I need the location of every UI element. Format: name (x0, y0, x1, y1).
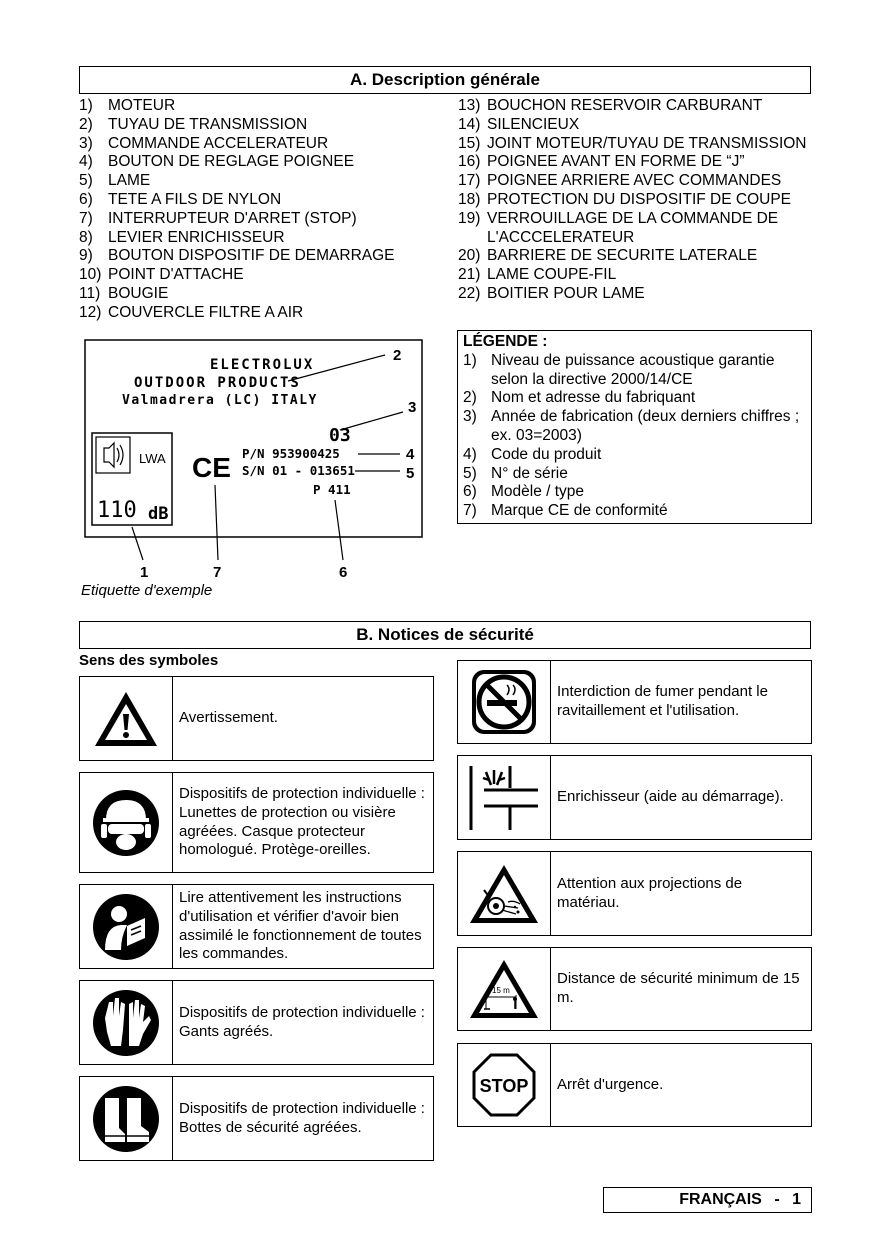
symbol-icon-cell (80, 677, 173, 760)
list-item-text: VERROUILLAGE DE LA COMMANDE DE L'ACCCELERATEUR (487, 209, 779, 246)
list-item-number: 15) (458, 134, 481, 152)
list-item (463, 483, 806, 502)
list-item-number: 17) (458, 172, 481, 190)
list-item-number: 8) (79, 228, 93, 246)
label-year: 03 (329, 425, 351, 446)
flying-debris-icon (468, 862, 540, 926)
footer-page-number: 1 (792, 1191, 801, 1208)
callout-1: 1 (140, 564, 149, 580)
list-item (463, 352, 806, 390)
list-item-text: Code du produit (491, 445, 602, 463)
list-item (463, 446, 806, 465)
symbol-icon-cell (80, 773, 173, 872)
list-item-text: LAME COUPE-FIL (487, 266, 617, 284)
ce-mark: CE (192, 452, 231, 483)
list-item-number: 22) (458, 284, 481, 302)
label-pn: P/N 953900425 (242, 446, 340, 461)
list-item (79, 210, 449, 229)
symbol-row-stop (457, 1043, 812, 1127)
symbols-subheading: Sens des symboles (79, 652, 219, 669)
footer-separator: - (774, 1191, 780, 1208)
list-item (79, 153, 449, 172)
list-item-number: 4) (79, 153, 93, 171)
list-item-text: BOUTON DISPOSITIF DE DEMARRAGE (108, 247, 395, 265)
list-item (79, 304, 449, 323)
symbol-icon-cell (458, 1044, 551, 1126)
list-item-number: 16) (458, 153, 481, 171)
list-item-text: BOUCHON RESERVOIR CARBURANT (487, 97, 763, 114)
list-item-number: 14) (458, 115, 481, 133)
list-item-number: 13) (458, 97, 481, 114)
symbol-icon-cell (80, 1077, 173, 1160)
list-item (458, 172, 813, 191)
list-item-number: 7) (79, 209, 93, 227)
section-a-title: A. Description générale (350, 70, 540, 89)
list-item-text: POIGNEE ARRIERE AVEC COMMANDES (487, 172, 782, 190)
list-item-text: COMMANDE ACCELERATEUR (108, 134, 329, 152)
sample-label-figure (80, 335, 440, 580)
callout-6: 6 (339, 564, 348, 580)
list-item (79, 229, 449, 248)
list-item-number: 21) (458, 266, 481, 284)
list-item-text: PROTECTION DU DISPOSITIF DE COUPE (487, 190, 791, 208)
list-item-number: 20) (458, 247, 481, 265)
list-item-number: 3) (463, 408, 477, 426)
db-value: 110 (97, 498, 137, 523)
symbol-row-choke (457, 755, 812, 840)
list-item-number: 12) (79, 303, 102, 321)
helmet-goggles-icon (91, 788, 161, 858)
stop-icon-label: STOP (479, 1076, 529, 1096)
list-item-number: 5) (463, 464, 477, 482)
safety-distance-icon (468, 957, 540, 1021)
footer-language: FRANÇAIS (679, 1191, 762, 1208)
callout-4: 4 (406, 446, 415, 463)
list-item-text: COUVERCLE FILTRE A AIR (108, 303, 304, 321)
distance-icon-label: 15 m (492, 986, 510, 995)
label-line3: Valmadrera (LC) ITALY (122, 393, 318, 408)
legend-box (457, 330, 812, 524)
list-item-text: Niveau de puissance acoustique garantie selon la directive 2000/14/CE (491, 351, 775, 388)
legend-title: LÉGENDE : (463, 333, 548, 350)
gloves-icon (91, 988, 161, 1058)
symbol-icon-cell (80, 981, 173, 1064)
symbol-icon-cell (458, 948, 551, 1030)
callout-7: 7 (213, 564, 222, 580)
callout-3: 3 (408, 399, 417, 416)
symbol-row-warning (79, 676, 434, 761)
db-unit: dB (148, 504, 169, 524)
list-item (458, 247, 813, 266)
list-item-text: INTERRUPTEUR D'ARRET (STOP) (108, 209, 357, 227)
list-item-text: BOITIER POUR LAME (487, 284, 645, 302)
list-item-number: 3) (79, 134, 93, 152)
list-item-number: 10) (79, 266, 102, 284)
list-item-text: Nom et adresse du fabriquant (491, 389, 696, 407)
no-smoking-icon (469, 667, 539, 737)
section-b-header (79, 621, 811, 649)
sample-label-caption: Etiquette d'exemple (81, 582, 213, 599)
list-item (79, 135, 449, 154)
list-item (79, 116, 449, 135)
symbol-row-helmet (79, 772, 434, 873)
list-item-text: POIGNEE AVANT EN FORME DE “J” (487, 153, 745, 171)
list-item-number: 4) (463, 445, 477, 463)
symbol-row-manual (79, 884, 434, 969)
symbol-icon-cell (80, 885, 173, 968)
lwa-label: LWA (139, 451, 166, 466)
list-item-text: BOUGIE (108, 284, 169, 302)
list-item (458, 153, 813, 172)
symbol-text: Avertissement. (179, 709, 278, 727)
list-item-number: 2) (463, 389, 477, 407)
list-item-text: Marque CE de conformité (491, 502, 668, 520)
warning-triangle-icon (91, 688, 161, 750)
list-item (458, 191, 813, 210)
list-item (79, 285, 449, 304)
list-item-text: TETE A FILS DE NYLON (108, 190, 282, 208)
list-item (463, 502, 806, 521)
list-item-number: 7) (463, 502, 477, 520)
list-item (458, 210, 813, 248)
symbol-text: Interdiction de fumer pendant le ravitaillement et l'utilisation. (557, 683, 768, 719)
label-line1: ELECTROLUX (210, 357, 315, 373)
list-item-number: 2) (79, 115, 93, 133)
list-item-text: N° de série (491, 464, 568, 482)
list-item-number: 1) (463, 351, 477, 369)
symbol-text: Dispositifs de protection individuelle : Gants agréés. (179, 1003, 425, 1040)
list-item (463, 408, 806, 446)
list-item-number: 6) (79, 190, 93, 208)
symbol-row-gloves (79, 980, 434, 1065)
callout-2: 2 (393, 347, 402, 364)
stop-sign-icon (471, 1052, 537, 1118)
symbol-text: Lire attentivement les instructions d'utilisation et vérifier d'avoir bien assimilé le fonctionnement de toutes les commandes. (179, 889, 422, 963)
callout-5: 5 (406, 465, 415, 482)
list-item-text: BARRIERE DE SECURITE LATERALE (487, 247, 758, 265)
list-item (79, 191, 449, 210)
symbol-text: Arrêt d'urgence. (557, 1075, 664, 1093)
symbol-text: Dispositifs de protection individuelle : Lunettes de protection ou visière agréées. Casque protecteur homologué. Protège-oreilles. (179, 785, 425, 859)
list-item-text: Année de fabrication (deux derniers chiffres ; ex. 03=2003) (491, 408, 800, 444)
label-line2: OUTDOOR PRODUCTS (134, 375, 301, 391)
section-b-title: B. Notices de sécurité (356, 625, 534, 644)
list-item-number: 11) (79, 284, 101, 302)
list-item (79, 97, 449, 116)
list-item (458, 285, 813, 304)
list-item (458, 135, 813, 154)
symbol-row-no-smoking (457, 660, 812, 744)
page-footer (603, 1187, 812, 1213)
symbol-row-distance (457, 947, 812, 1031)
list-item-text: Modèle / type (491, 483, 585, 501)
list-item-text: LAME (108, 172, 151, 190)
list-item-text: SILENCIEUX (487, 115, 580, 133)
list-item-number: 9) (79, 247, 93, 265)
symbol-icon-cell (458, 756, 551, 839)
list-item (463, 389, 806, 408)
list-item-number: 1) (79, 97, 93, 114)
symbol-text: Dispositifs de protection individuelle : Bottes de sécurité agréées. (179, 1099, 425, 1136)
list-item-text: TUYAU DE TRANSMISSION (108, 115, 308, 133)
label-sn: S/N 01 - 013651 (242, 463, 355, 478)
list-item-number: 19) (458, 209, 481, 227)
list-item (458, 116, 813, 135)
symbol-row-boots (79, 1076, 434, 1161)
list-item-number: 6) (463, 483, 477, 501)
symbol-text: Attention aux projections de matériau. (557, 874, 743, 911)
list-item-text: BOUTON DE REGLAGE POIGNEE (108, 153, 355, 171)
list-item (458, 266, 813, 285)
list-item (463, 465, 806, 484)
sample-label-drawing (80, 335, 440, 580)
list-item-text: LEVIER ENRICHISSEUR (108, 228, 285, 246)
boots-icon (91, 1084, 161, 1154)
list-item (79, 172, 449, 191)
section-a-header (79, 66, 811, 94)
list-item (458, 97, 813, 116)
list-item-text: JOINT MOTEUR/TUYAU DE TRANSMISSION (487, 134, 807, 152)
list-item-text: MOTEUR (108, 97, 176, 114)
symbol-icon-cell (458, 661, 551, 743)
parts-list-right (458, 97, 813, 304)
choke-icon (464, 758, 544, 838)
list-item (79, 247, 449, 266)
symbol-icon-cell (458, 852, 551, 935)
parts-list-left (79, 97, 449, 323)
symbol-text: Distance de sécurité minimum de 15 m. (557, 970, 800, 1006)
read-manual-icon (91, 892, 161, 962)
legend-list (463, 352, 806, 521)
label-model: P 411 (313, 482, 351, 497)
list-item (79, 266, 449, 285)
symbol-text: Enrichisseur (aide au démarrage). (557, 788, 784, 806)
list-item-text: POINT D'ATTACHE (108, 266, 244, 284)
list-item-number: 18) (458, 190, 481, 208)
symbol-row-debris (457, 851, 812, 936)
list-item-number: 5) (79, 172, 93, 190)
